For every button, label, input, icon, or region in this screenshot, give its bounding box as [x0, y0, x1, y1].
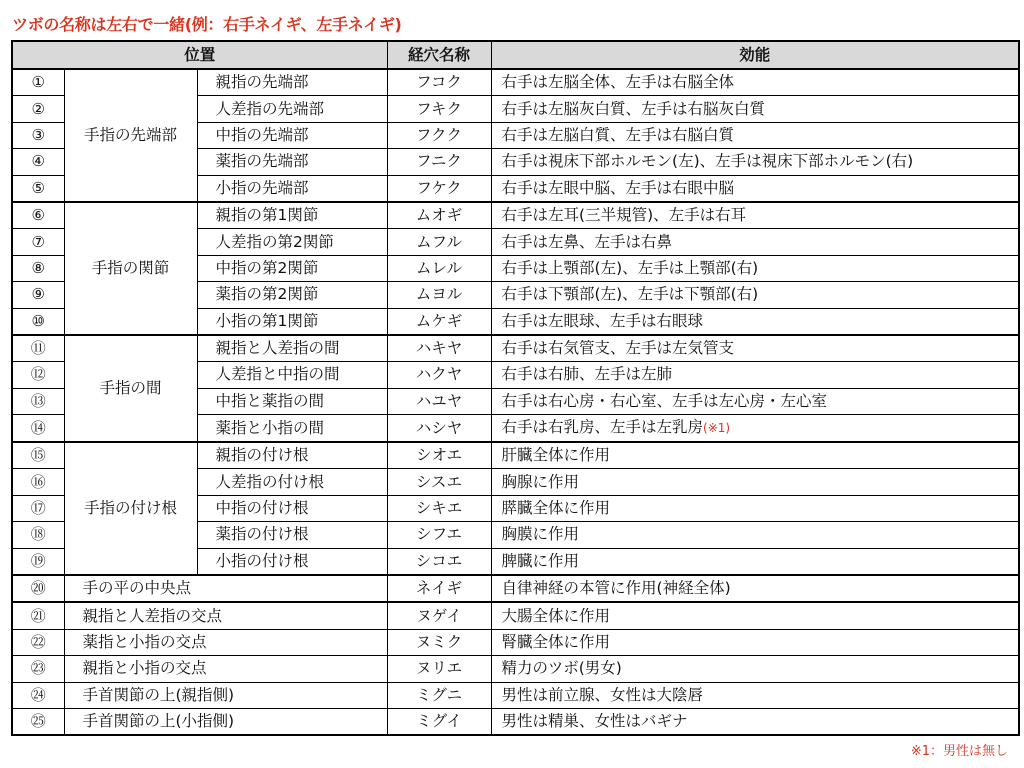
point-name: [387, 602, 491, 629]
sub-position-text: 人差指の先端部: [215, 99, 325, 118]
position: [64, 656, 387, 682]
point-name-text: ムヨル: [415, 285, 463, 304]
sub-position: [197, 149, 387, 175]
effect-text: 腎臓全体に作用: [501, 633, 611, 651]
sub-position-text: 薬指と小指の間: [215, 418, 325, 437]
row-number: [12, 495, 64, 521]
effect-text: 右手は左脳白質、左手は右脳白質: [501, 125, 735, 144]
position-text: 手首関節の上(小指側): [82, 712, 235, 731]
position-text: 手の平の中央点: [82, 579, 192, 598]
effect: [491, 708, 1019, 735]
effect: [491, 495, 1019, 521]
effect-text: 右手は右肺、左手は左肺: [501, 365, 673, 384]
row-number-text: ⑥: [31, 206, 45, 225]
effect-text: 右手は右気管支、左手は左気管支: [501, 339, 735, 358]
row-number: [12, 282, 64, 308]
table-row: [12, 602, 1019, 629]
effect: [491, 255, 1019, 281]
row-number: [12, 122, 64, 148]
sub-position-text: 薬指の先端部: [215, 152, 309, 171]
effect: [491, 656, 1019, 682]
row-number-text: ⑲: [30, 551, 46, 570]
row-number-text: ⑪: [30, 339, 46, 358]
row-number: [12, 335, 64, 362]
point-name-text: ハシヤ: [415, 418, 463, 437]
effect: [491, 388, 1019, 414]
sub-position-text: 中指の付け根: [215, 499, 309, 518]
effect-text: 肝臓全体に作用: [501, 446, 611, 465]
sub-position-text: 中指と薬指の間: [215, 391, 325, 410]
sub-position: [197, 202, 387, 229]
point-name-text: ミグイ: [416, 712, 462, 731]
effect: [491, 175, 1019, 202]
row-number: [12, 575, 64, 602]
row-number-text: ④: [31, 152, 45, 171]
row-number-text: ㉕: [30, 712, 46, 731]
effect: [491, 122, 1019, 148]
row-number: [12, 308, 64, 335]
sub-position: [197, 522, 387, 548]
sub-position-text: 小指の第1関節: [215, 311, 319, 330]
group-label: [64, 69, 197, 202]
effect-text: 胸腺に作用: [501, 472, 580, 491]
sub-position: [197, 282, 387, 308]
point-name-text: ハユヤ: [415, 391, 463, 410]
effect: [491, 469, 1019, 495]
position: [64, 602, 387, 629]
row-number: [12, 229, 64, 255]
point-name-text: ハクヤ: [415, 365, 463, 384]
effect-text: 右手は上顎部(左)、左手は上顎部(右): [501, 258, 759, 277]
sub-position-text: 中指の第2関節: [215, 258, 319, 277]
group-label-text: 手指の関節: [91, 258, 170, 277]
position-text: 薬指と小指の交点: [82, 633, 207, 651]
position: [64, 682, 387, 708]
effect: [491, 202, 1019, 229]
point-name: [387, 682, 491, 708]
row-number: [12, 96, 64, 122]
effect-text: 胸膜に作用: [501, 525, 580, 544]
point-name: [387, 255, 491, 281]
row-number-text: ⑳: [30, 579, 46, 598]
point-name-text: ヌゲイ: [416, 606, 462, 625]
effect: [491, 575, 1019, 602]
point-name: [387, 175, 491, 202]
sub-position: [197, 362, 387, 388]
effect: [491, 282, 1019, 308]
table-row: [12, 69, 1019, 96]
effect-text: 右手は左脳灰白質、左手は右脳灰白質: [501, 99, 766, 118]
row-number: [12, 442, 64, 469]
point-name: [387, 495, 491, 521]
effect-text: 右手は視床下部ホルモン(左)、左手は視床下部ホルモン(右): [501, 152, 914, 171]
point-name: [387, 308, 491, 335]
point-name-text: シコエ: [415, 551, 463, 570]
effect: [491, 629, 1019, 655]
row-number-text: ⑩: [31, 311, 45, 330]
effect-text: 大腸全体に作用: [501, 606, 611, 625]
sub-position: [197, 415, 387, 443]
row-number-text: ②: [31, 99, 45, 118]
point-name: [387, 629, 491, 655]
point-name-text: ヌミク: [415, 633, 463, 651]
point-name: [387, 202, 491, 229]
point-name: [387, 548, 491, 575]
point-name-text: ムケギ: [415, 311, 463, 330]
sub-position-text: 薬指の付け根: [215, 525, 309, 544]
position-text: 親指と小指の交点: [82, 659, 207, 678]
point-name-text: フキク: [416, 99, 462, 118]
point-name: [387, 229, 491, 255]
point-name: [387, 149, 491, 175]
point-name: [387, 282, 491, 308]
position-text: 手首関節の上(親指側): [82, 685, 235, 704]
row-number-text: ⑧: [31, 258, 45, 277]
footnote: ※1：男性は無し: [910, 744, 1008, 759]
point-name-text: ムフル: [416, 232, 462, 251]
row-number: [12, 469, 64, 495]
table-header-row: [12, 41, 1019, 69]
effect-text: 膵臓全体に作用: [501, 499, 611, 518]
effect: [491, 415, 1019, 443]
effect-text: 自律神経の本管に作用(神経全体): [501, 579, 731, 598]
group-label-text: 手指の間: [99, 378, 162, 397]
point-name: [387, 362, 491, 388]
sub-position-text: 人差指の付け根: [215, 472, 325, 491]
row-number: [12, 175, 64, 202]
table-row: [12, 202, 1019, 229]
effect: [491, 69, 1019, 96]
row-number-text: ㉑: [30, 606, 46, 625]
sub-position: [197, 308, 387, 335]
effect-text: 右手は左眼中脳、左手は右眼中脳: [501, 178, 735, 197]
row-number-text: ㉓: [30, 659, 46, 678]
sub-position: [197, 69, 387, 96]
row-number-text: ⑱: [30, 525, 46, 544]
sub-position-text: 人差指の第2関節: [215, 232, 334, 251]
effect: [491, 229, 1019, 255]
point-name: [387, 335, 491, 362]
point-name-text: シキエ: [415, 499, 463, 518]
row-number-text: ⑮: [30, 446, 46, 465]
sub-position-text: 小指の先端部: [215, 178, 309, 197]
group-label: [64, 335, 197, 442]
table-row: [12, 629, 1019, 655]
effect: [491, 442, 1019, 469]
row-number: [12, 362, 64, 388]
header-position: 位置: [12, 41, 387, 69]
sub-position: [197, 469, 387, 495]
point-name: [387, 96, 491, 122]
point-name: [387, 415, 491, 443]
page-title: ツボの名称は左右で一緒(例：右手ネイギ、左手ネイギ): [12, 15, 402, 34]
row-number: [12, 202, 64, 229]
row-number: [12, 388, 64, 414]
table-body: [12, 69, 1019, 735]
row-number-text: ③: [31, 125, 45, 144]
sub-position-text: 親指の第1関節: [215, 206, 319, 225]
row-number: [12, 149, 64, 175]
row-number-text: ⑨: [31, 285, 45, 304]
row-number-text: ⑫: [30, 365, 46, 384]
table-row: [12, 656, 1019, 682]
effect: [491, 682, 1019, 708]
position-text: 親指と人差指の交点: [82, 606, 223, 625]
row-number-text: ㉔: [30, 685, 46, 704]
sub-position-text: 親指の付け根: [215, 446, 309, 465]
point-name-text: シスエ: [416, 472, 463, 491]
position: [64, 708, 387, 735]
sub-position-text: 薬指の第2関節: [215, 285, 319, 304]
row-number-text: ⑬: [30, 391, 46, 410]
position: [64, 575, 387, 602]
sub-position: [197, 229, 387, 255]
sub-position: [197, 122, 387, 148]
effect-text: 右手は左耳(三半規管)、左手は右耳: [501, 206, 747, 225]
effect-text: 右手は下顎部(左)、左手は下顎部(右): [501, 285, 759, 304]
point-name: [387, 122, 491, 148]
sub-position: [197, 442, 387, 469]
header-effect: 効能: [491, 41, 1019, 69]
effect: [491, 548, 1019, 575]
effect: [491, 602, 1019, 629]
effect-text: 右手は左脳全体、左手は右脳全体: [501, 73, 735, 92]
effect-text: 脾臓に作用: [501, 551, 580, 570]
row-number-text: ⑤: [31, 178, 45, 197]
sub-position-text: 人差指と中指の間: [215, 365, 340, 384]
effect-text: 右手は右心房・右心室、左手は左心房・左心室: [501, 391, 828, 410]
acupoint-table: [11, 40, 1020, 736]
point-name: [387, 575, 491, 602]
effect-text: 右手は右乳房、左手は左乳房: [501, 418, 704, 437]
table-row: [12, 708, 1019, 735]
effect-text: 右手は左鼻、左手は右鼻: [501, 232, 673, 251]
point-name: [387, 69, 491, 96]
row-number: [12, 629, 64, 655]
point-name: [387, 442, 491, 469]
sub-position: [197, 335, 387, 362]
point-name-text: ハキヤ: [415, 339, 463, 358]
row-number: [12, 548, 64, 575]
point-name: [387, 469, 491, 495]
effect: [491, 96, 1019, 122]
group-label-text: 手指の付け根: [83, 499, 177, 518]
row-number-text: ㉒: [30, 633, 46, 651]
sub-position-text: 中指の先端部: [215, 125, 309, 144]
sub-position: [197, 255, 387, 281]
effect: [491, 308, 1019, 335]
row-number-text: ⑦: [31, 232, 45, 251]
row-number-text: ⑰: [30, 499, 46, 518]
point-name-text: フケク: [416, 178, 462, 197]
row-number: [12, 656, 64, 682]
sub-position: [197, 175, 387, 202]
point-name-text: ムオギ: [415, 206, 463, 225]
point-name-text: シオエ: [416, 446, 462, 465]
point-name-text: フニク: [416, 152, 462, 171]
effect-text: 男性は精巣、女性はバギナ: [501, 712, 688, 731]
row-number: [12, 69, 64, 96]
header-name: 経穴名称: [387, 41, 491, 69]
point-name-text: シフエ: [416, 525, 462, 544]
group-label: [64, 442, 197, 575]
effect: [491, 522, 1019, 548]
position: [64, 629, 387, 655]
row-number: [12, 602, 64, 629]
point-name-text: フクク: [416, 125, 463, 144]
row-number: [12, 708, 64, 735]
point-name-text: ムレル: [415, 258, 463, 277]
sub-position: [197, 548, 387, 575]
effect-text: 男性は前立腺、女性は大陰唇: [501, 685, 704, 704]
sub-position: [197, 96, 387, 122]
effect: [491, 335, 1019, 362]
sub-position-text: 親指と人差指の間: [215, 339, 340, 358]
row-number-text: ①: [31, 73, 45, 92]
point-name-text: ミグニ: [415, 685, 463, 704]
row-number-text: ⑭: [30, 418, 46, 437]
point-name: [387, 388, 491, 414]
row-number-text: ⑯: [30, 472, 46, 491]
footnote-marker: (※1): [703, 421, 731, 436]
effect-text: 精力のツボ(男女): [501, 659, 622, 678]
sub-position: [197, 388, 387, 414]
point-name-text: ネイギ: [415, 579, 463, 598]
effect-text: 右手は左眼球、左手は右眼球: [501, 311, 704, 330]
row-number: [12, 415, 64, 443]
table-row: [12, 682, 1019, 708]
row-number: [12, 522, 64, 548]
group-label-text: 手指の先端部: [83, 125, 177, 144]
point-name: [387, 708, 491, 735]
effect: [491, 362, 1019, 388]
table-row: [12, 575, 1019, 602]
table-row: [12, 335, 1019, 362]
effect: [491, 149, 1019, 175]
row-number: [12, 682, 64, 708]
point-name: [387, 656, 491, 682]
table-row: [12, 442, 1019, 469]
group-label: [64, 202, 197, 335]
sub-position-text: 親指の先端部: [215, 73, 309, 92]
sub-position-text: 小指の付け根: [215, 551, 309, 570]
row-number: [12, 255, 64, 281]
sub-position: [197, 495, 387, 521]
point-name-text: フコク: [416, 73, 462, 92]
point-name: [387, 522, 491, 548]
point-name-text: ヌリエ: [415, 659, 463, 678]
